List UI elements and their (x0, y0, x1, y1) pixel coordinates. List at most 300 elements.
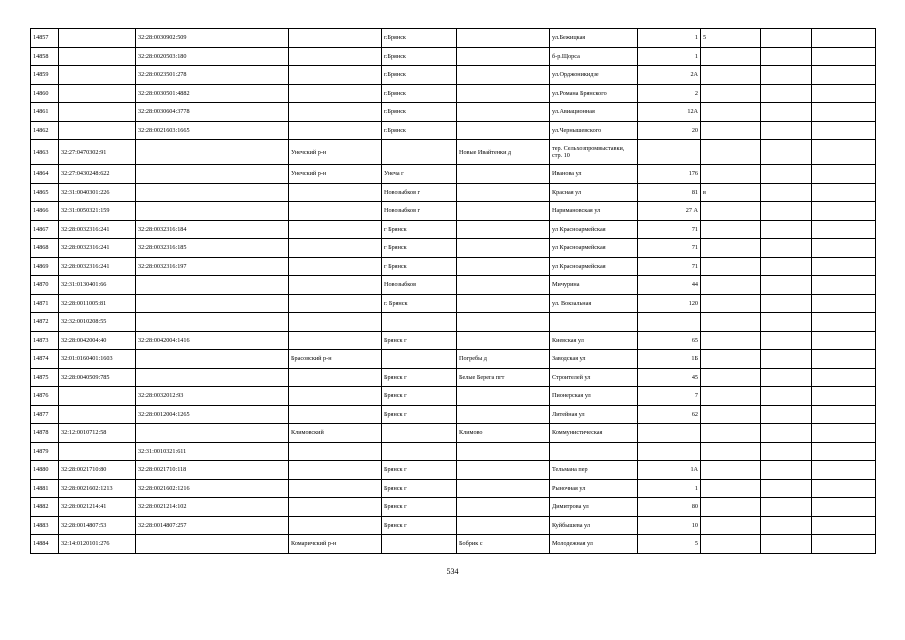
settlement-cell: Погребы д (457, 350, 550, 369)
house-number-cell: 2 (638, 84, 701, 103)
table-row (31, 140, 876, 165)
cadastral-number-cell (59, 47, 136, 66)
extra-cell (812, 405, 876, 424)
table-row (31, 276, 876, 295)
settlement-cell (457, 294, 550, 313)
house-number-cell: 20 (638, 121, 701, 140)
house-number-cell: 71 (638, 239, 701, 258)
cadastral-number-cell: 32:28:0042004:40 (59, 331, 136, 350)
cadastral-number-cell (59, 405, 136, 424)
row-number-cell: 14875 (31, 368, 59, 387)
row-number-cell: 14864 (31, 165, 59, 184)
house-number-cell: 80 (638, 498, 701, 517)
cadastral-number-cell: 32:27:0430248:622 (59, 165, 136, 184)
cadastral-number-cell: 32:31:0130401:66 (59, 276, 136, 295)
extra-cell (812, 276, 876, 295)
street-cell: Пионерская ул (550, 387, 638, 406)
district-cell (289, 461, 382, 480)
house-number-cell: 1 (638, 29, 701, 48)
extra-cell (812, 103, 876, 122)
extra-cell (812, 257, 876, 276)
registry-table (30, 28, 876, 554)
street-cell: Заводская ул (550, 350, 638, 369)
building-cell (701, 442, 761, 461)
apartment-cell (761, 257, 812, 276)
street-cell: Тельмана пер (550, 461, 638, 480)
apartment-cell (761, 498, 812, 517)
building-cell (701, 239, 761, 258)
settlement-cell (457, 103, 550, 122)
house-number-cell: 44 (638, 276, 701, 295)
cadastral-number-cell: 32:14:0120101:276 (59, 535, 136, 554)
table-row (31, 103, 876, 122)
extra-cell (812, 239, 876, 258)
extra-cell (812, 121, 876, 140)
settlement-cell (457, 165, 550, 184)
extra-cell (812, 47, 876, 66)
district-cell (289, 183, 382, 202)
building-cell (701, 516, 761, 535)
row-number-cell: 14880 (31, 461, 59, 480)
apartment-cell (761, 535, 812, 554)
table-row (31, 257, 876, 276)
building-cadastral-number-cell (136, 202, 289, 221)
street-cell: Рыночная ул (550, 479, 638, 498)
settlement-cell (457, 276, 550, 295)
street-cell: Наримановская ул (550, 202, 638, 221)
settlement-cell (457, 461, 550, 480)
building-cadastral-number-cell: 32:28:0030902:509 (136, 29, 289, 48)
building-cadastral-number-cell: 32:28:0014807:257 (136, 516, 289, 535)
street-cell: б-р.Щорса (550, 47, 638, 66)
row-number-cell: 14873 (31, 331, 59, 350)
building-cadastral-number-cell: 32:28:0030604:3778 (136, 103, 289, 122)
settlement-cell (457, 498, 550, 517)
row-number-cell: 14869 (31, 257, 59, 276)
cadastral-number-cell: 32:28:0032316:241 (59, 239, 136, 258)
row-number-cell: 14858 (31, 47, 59, 66)
extra-cell (812, 387, 876, 406)
cadastral-number-cell: 32:28:0032316:241 (59, 257, 136, 276)
table-row (31, 368, 876, 387)
extra-cell (812, 331, 876, 350)
building-cadastral-number-cell: 32:28:0042004:1416 (136, 331, 289, 350)
apartment-cell (761, 276, 812, 295)
district-cell (289, 121, 382, 140)
building-cadastral-number-cell: 32:28:0032012:93 (136, 387, 289, 406)
building-cell: в (701, 183, 761, 202)
apartment-cell (761, 387, 812, 406)
cadastral-number-cell: 32:31:0040301:226 (59, 183, 136, 202)
cadastral-number-cell: 32:31:0050321:159 (59, 202, 136, 221)
table-row (31, 121, 876, 140)
building-cell (701, 165, 761, 184)
settlement-cell (457, 66, 550, 85)
apartment-cell (761, 29, 812, 48)
district-cell (289, 103, 382, 122)
extra-cell (812, 220, 876, 239)
street-cell: ул.Авиационная (550, 103, 638, 122)
apartment-cell (761, 313, 812, 332)
house-number-cell: 1 (638, 47, 701, 66)
row-number-cell: 14863 (31, 140, 59, 165)
table-row (31, 331, 876, 350)
row-number-cell: 14884 (31, 535, 59, 554)
extra-cell (812, 202, 876, 221)
table-row (31, 350, 876, 369)
apartment-cell (761, 121, 812, 140)
district-cell (289, 516, 382, 535)
house-number-cell: 10 (638, 516, 701, 535)
building-cadastral-number-cell: 32:28:0032316:185 (136, 239, 289, 258)
row-number-cell: 14871 (31, 294, 59, 313)
table-row (31, 202, 876, 221)
city-cell: Новозыбков (382, 276, 457, 295)
cadastral-number-cell (59, 387, 136, 406)
table-row (31, 165, 876, 184)
street-cell: Литейная ул (550, 405, 638, 424)
extra-cell (812, 66, 876, 85)
city-cell: г.Брянск (382, 84, 457, 103)
street-cell: Коммунистическая (550, 424, 638, 443)
city-cell (382, 424, 457, 443)
cadastral-number-cell (59, 66, 136, 85)
district-cell (289, 498, 382, 517)
building-cell (701, 368, 761, 387)
table-row (31, 220, 876, 239)
extra-cell (812, 516, 876, 535)
settlement-cell (457, 84, 550, 103)
building-cell (701, 103, 761, 122)
settlement-cell (457, 220, 550, 239)
apartment-cell (761, 461, 812, 480)
street-cell (550, 313, 638, 332)
house-number-cell: 27 А (638, 202, 701, 221)
building-cadastral-number-cell (136, 350, 289, 369)
district-cell (289, 29, 382, 48)
table-row (31, 535, 876, 554)
house-number-cell (638, 140, 701, 165)
cadastral-number-cell: 32:28:0032316:241 (59, 220, 136, 239)
building-cell (701, 331, 761, 350)
row-number-cell: 14874 (31, 350, 59, 369)
street-cell: ул Красноармейская (550, 239, 638, 258)
row-number-cell: 14865 (31, 183, 59, 202)
building-cell (701, 498, 761, 517)
house-number-cell: 62 (638, 405, 701, 424)
district-cell (289, 387, 382, 406)
settlement-cell (457, 239, 550, 258)
building-cadastral-number-cell: 32:28:0021710:118 (136, 461, 289, 480)
building-cadastral-number-cell: 32:28:0012004:1265 (136, 405, 289, 424)
city-cell: г Брянск (382, 239, 457, 258)
building-cell (701, 387, 761, 406)
building-cadastral-number-cell: 32:28:0030501:4882 (136, 84, 289, 103)
district-cell: Унечский р-н (289, 140, 382, 165)
city-cell: г.Брянск (382, 29, 457, 48)
building-cell (701, 140, 761, 165)
apartment-cell (761, 84, 812, 103)
apartment-cell (761, 350, 812, 369)
building-cell (701, 276, 761, 295)
street-cell: ул.Чернышевского (550, 121, 638, 140)
table-row (31, 498, 876, 517)
settlement-cell (457, 442, 550, 461)
row-number-cell: 14876 (31, 387, 59, 406)
settlement-cell: Бобрик с (457, 535, 550, 554)
settlement-cell (457, 257, 550, 276)
building-cell (701, 461, 761, 480)
cadastral-number-cell (59, 29, 136, 48)
district-cell: Климовский (289, 424, 382, 443)
extra-cell (812, 313, 876, 332)
row-number-cell: 14859 (31, 66, 59, 85)
city-cell: Брянск г (382, 461, 457, 480)
house-number-cell: 81 (638, 183, 701, 202)
extra-cell (812, 294, 876, 313)
table-row (31, 442, 876, 461)
settlement-cell (457, 183, 550, 202)
house-number-cell: 1Б (638, 350, 701, 369)
row-number-cell: 14872 (31, 313, 59, 332)
extra-cell (812, 442, 876, 461)
district-cell (289, 239, 382, 258)
building-cell (701, 294, 761, 313)
building-cadastral-number-cell (136, 276, 289, 295)
row-number-cell: 14881 (31, 479, 59, 498)
building-cell (701, 535, 761, 554)
settlement-cell (457, 313, 550, 332)
row-number-cell: 14877 (31, 405, 59, 424)
row-number-cell: 14860 (31, 84, 59, 103)
building-cadastral-number-cell: 32:28:0021603:1665 (136, 121, 289, 140)
house-number-cell (638, 313, 701, 332)
house-number-cell: 2А (638, 66, 701, 85)
street-cell: Красная ул (550, 183, 638, 202)
cadastral-number-cell: 32:28:0011005:81 (59, 294, 136, 313)
extra-cell (812, 350, 876, 369)
row-number-cell: 14883 (31, 516, 59, 535)
street-cell: Иванова ул (550, 165, 638, 184)
city-cell: Брянск г (382, 516, 457, 535)
extra-cell (812, 424, 876, 443)
apartment-cell (761, 66, 812, 85)
building-cadastral-number-cell (136, 183, 289, 202)
table-row (31, 84, 876, 103)
apartment-cell (761, 479, 812, 498)
district-cell (289, 331, 382, 350)
row-number-cell: 14878 (31, 424, 59, 443)
house-number-cell (638, 442, 701, 461)
building-cell (701, 350, 761, 369)
street-cell: ул Красноармейская (550, 220, 638, 239)
cadastral-number-cell: 32:28:0014807:53 (59, 516, 136, 535)
cadastral-number-cell: 32:28:0040509:785 (59, 368, 136, 387)
settlement-cell: Белые Берега пгт (457, 368, 550, 387)
extra-cell (812, 165, 876, 184)
row-number-cell: 14868 (31, 239, 59, 258)
building-cadastral-number-cell (136, 424, 289, 443)
house-number-cell: 176 (638, 165, 701, 184)
table-row (31, 405, 876, 424)
building-cell (701, 257, 761, 276)
extra-cell (812, 368, 876, 387)
settlement-cell (457, 47, 550, 66)
city-cell: Новозыбков г (382, 183, 457, 202)
building-cell: 5 (701, 29, 761, 48)
street-cell: Киевская ул (550, 331, 638, 350)
street-cell: Строителей ул (550, 368, 638, 387)
apartment-cell (761, 165, 812, 184)
building-cadastral-number-cell (136, 294, 289, 313)
extra-cell (812, 183, 876, 202)
extra-cell (812, 535, 876, 554)
house-number-cell: 71 (638, 257, 701, 276)
district-cell (289, 66, 382, 85)
house-number-cell: 65 (638, 331, 701, 350)
street-cell: Димитрова ул (550, 498, 638, 517)
extra-cell (812, 84, 876, 103)
city-cell (382, 313, 457, 332)
apartment-cell (761, 47, 812, 66)
building-cadastral-number-cell (136, 368, 289, 387)
street-cell: Мичурина (550, 276, 638, 295)
settlement-cell (457, 202, 550, 221)
apartment-cell (761, 405, 812, 424)
table-row (31, 239, 876, 258)
table-row (31, 47, 876, 66)
street-cell: ул.Романа Брянского (550, 84, 638, 103)
row-number-cell: 14870 (31, 276, 59, 295)
apartment-cell (761, 294, 812, 313)
building-cell (701, 47, 761, 66)
building-cadastral-number-cell: 32:28:0020503:180 (136, 47, 289, 66)
street-cell: ул Красноармейская (550, 257, 638, 276)
city-cell: Брянск г (382, 331, 457, 350)
building-cell (701, 313, 761, 332)
street-cell: ул. Вокзальная (550, 294, 638, 313)
city-cell: Брянск г (382, 498, 457, 517)
city-cell: Брянск г (382, 387, 457, 406)
house-number-cell: 1 (638, 479, 701, 498)
district-cell (289, 202, 382, 221)
street-cell: ул.Орджоникидзе (550, 66, 638, 85)
extra-cell (812, 498, 876, 517)
building-cadastral-number-cell (136, 140, 289, 165)
apartment-cell (761, 140, 812, 165)
row-number-cell: 14862 (31, 121, 59, 140)
table-row (31, 183, 876, 202)
district-cell (289, 294, 382, 313)
district-cell (289, 442, 382, 461)
apartment-cell (761, 516, 812, 535)
table-row (31, 424, 876, 443)
table-row (31, 461, 876, 480)
building-cell (701, 84, 761, 103)
building-cadastral-number-cell: 32:28:0032316:197 (136, 257, 289, 276)
city-cell (382, 535, 457, 554)
apartment-cell (761, 103, 812, 122)
district-cell: Комаричский р-н (289, 535, 382, 554)
district-cell (289, 479, 382, 498)
house-number-cell: 5 (638, 535, 701, 554)
cadastral-number-cell: 32:28:0021214:41 (59, 498, 136, 517)
street-cell: тер. Сельхозпромвыставки, стр. 10 (550, 140, 638, 165)
city-cell: Брянск г (382, 368, 457, 387)
district-cell: Унечский р-н (289, 165, 382, 184)
cadastral-number-cell: 32:32:0010208:55 (59, 313, 136, 332)
cadastral-number-cell (59, 442, 136, 461)
table-row (31, 479, 876, 498)
city-cell: Брянск г (382, 405, 457, 424)
city-cell: г Брянск (382, 257, 457, 276)
building-cell (701, 220, 761, 239)
district-cell (289, 47, 382, 66)
district-cell: Брасовский р-н (289, 350, 382, 369)
city-cell (382, 442, 457, 461)
table-row (31, 66, 876, 85)
building-cadastral-number-cell: 32:28:0032316:184 (136, 220, 289, 239)
district-cell (289, 84, 382, 103)
cadastral-number-cell: 32:27:0470302:91 (59, 140, 136, 165)
extra-cell (812, 461, 876, 480)
cadastral-number-cell (59, 84, 136, 103)
extra-cell (812, 479, 876, 498)
settlement-cell (457, 516, 550, 535)
row-number-cell: 14882 (31, 498, 59, 517)
city-cell: г.Брянск (382, 66, 457, 85)
city-cell: Брянск г (382, 479, 457, 498)
street-cell: Молодежная ул (550, 535, 638, 554)
table-row (31, 294, 876, 313)
street-cell (550, 442, 638, 461)
building-cadastral-number-cell (136, 313, 289, 332)
building-cadastral-number-cell (136, 165, 289, 184)
settlement-cell (457, 387, 550, 406)
district-cell (289, 220, 382, 239)
extra-cell (812, 29, 876, 48)
building-cadastral-number-cell: 32:28:0023501:278 (136, 66, 289, 85)
building-cadastral-number-cell: 32:31:0010321:611 (136, 442, 289, 461)
apartment-cell (761, 239, 812, 258)
city-cell (382, 140, 457, 165)
cadastral-number-cell: 32:28:0021710:80 (59, 461, 136, 480)
district-cell (289, 257, 382, 276)
building-cell (701, 424, 761, 443)
settlement-cell (457, 121, 550, 140)
settlement-cell: Климово (457, 424, 550, 443)
city-cell: Новозыбков г (382, 202, 457, 221)
extra-cell (812, 140, 876, 165)
apartment-cell (761, 368, 812, 387)
settlement-cell: Новые Ивайтенки д (457, 140, 550, 165)
page-number: 534 (446, 567, 459, 576)
cadastral-number-cell (59, 103, 136, 122)
house-number-cell: 7 (638, 387, 701, 406)
building-cadastral-number-cell: 32:28:0021602:1216 (136, 479, 289, 498)
row-number-cell: 14866 (31, 202, 59, 221)
building-cell (701, 405, 761, 424)
row-number-cell: 14861 (31, 103, 59, 122)
row-number-cell: 14879 (31, 442, 59, 461)
cadastral-number-cell: 32:01:0160401:1603 (59, 350, 136, 369)
table-row (31, 387, 876, 406)
apartment-cell (761, 183, 812, 202)
city-cell: г. Брянск (382, 294, 457, 313)
apartment-cell (761, 220, 812, 239)
city-cell (382, 350, 457, 369)
house-number-cell: 71 (638, 220, 701, 239)
